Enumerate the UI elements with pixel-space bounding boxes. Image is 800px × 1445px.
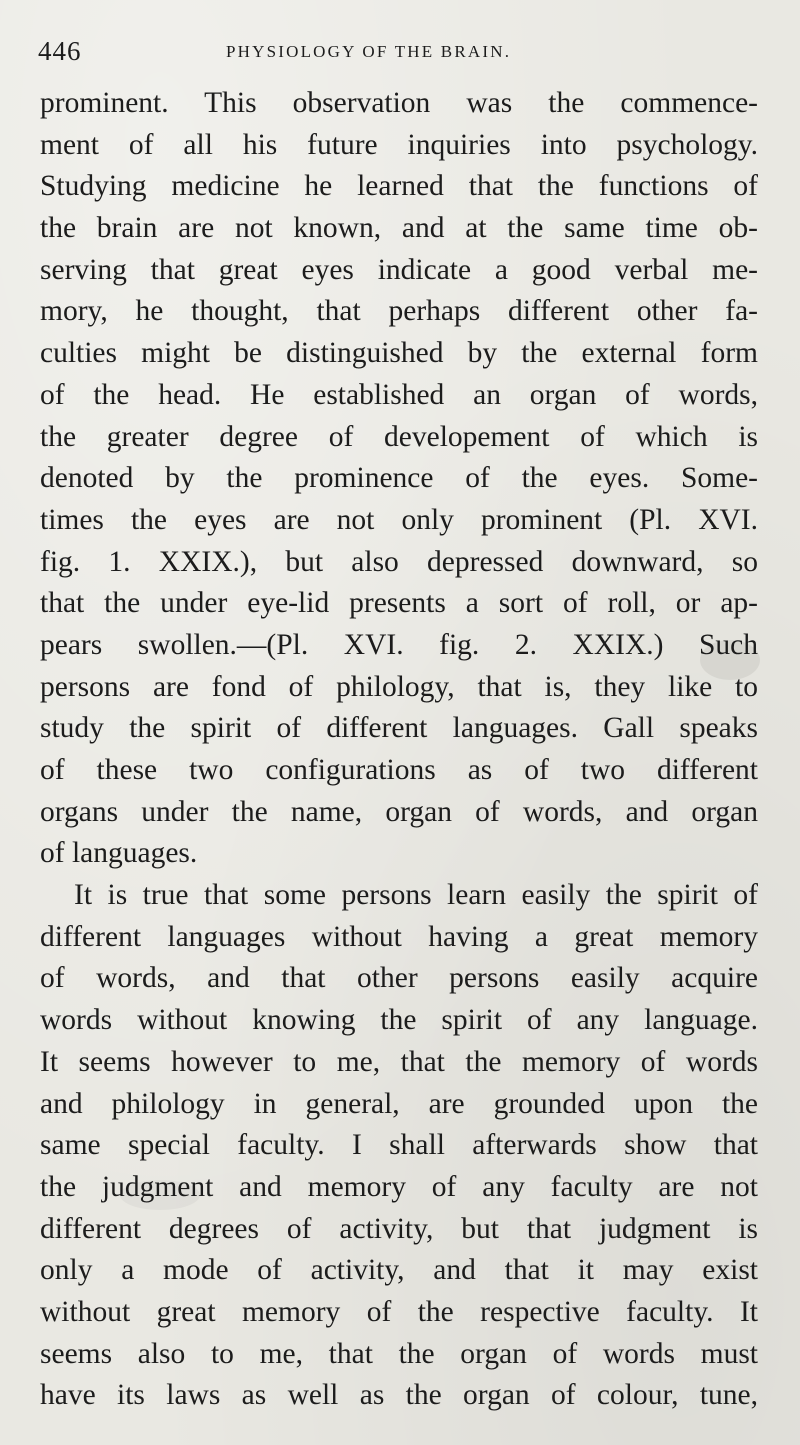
text-line: fig. 1. XXIX.), but also depressed downward, so xyxy=(40,545,758,578)
text-line: and philology in general, are grounded upon the xyxy=(40,1087,758,1120)
text-line: organs under the name, organ of words, and organ xyxy=(40,795,758,828)
text-line: only a mode of activity, and that it may exist xyxy=(40,1254,758,1287)
text-line: seems also to me, that the organ of words must xyxy=(40,1337,758,1370)
text-line: different languages without having a great memory xyxy=(40,920,758,953)
text-line: that the under eye-lid presents a sort of roll, or ap- xyxy=(40,587,758,620)
paragraph xyxy=(40,83,758,875)
running-head xyxy=(38,36,758,66)
paragraph xyxy=(40,875,758,1417)
body-text xyxy=(40,83,758,1417)
text-line: words without knowing the spirit of any language. xyxy=(40,1004,758,1037)
text-line: ment of all his future inquiries into psychology. xyxy=(40,128,758,161)
text-line: times the eyes are not only prominent (Pl. XVI. xyxy=(40,503,758,536)
text-line: mory, he thought, that perhaps different other fa- xyxy=(40,295,758,328)
text-line: the brain are not known, and at the same time ob- xyxy=(40,212,758,245)
text-line: study the spirit of different languages. Gall speaks xyxy=(40,712,758,745)
text-line: of words, and that other persons easily acquire xyxy=(40,962,758,995)
text-line: same special faculty. I shall afterwards show that xyxy=(40,1129,758,1162)
running-title: PHYSIOLOGY OF THE BRAIN. xyxy=(226,42,512,61)
text-line: persons are fond of philology, that is, they like to xyxy=(40,670,758,703)
text-line: pears swollen.—(Pl. XVI. fig. 2. XXIX.) Such xyxy=(40,628,758,661)
text-line: have its laws as well as the organ of colour, tune, xyxy=(40,1379,758,1412)
text-line: serving that great eyes indicate a good verbal me- xyxy=(40,253,758,286)
text-line: It seems however to me, that the memory of words xyxy=(40,1045,758,1078)
text-line: of the head. He established an organ of words, xyxy=(40,378,758,411)
text-line: Studying medicine he learned that the functions of xyxy=(40,170,758,203)
text-line: of these two configurations as of two different xyxy=(40,754,758,786)
text-line: culties might be distinguished by the external form xyxy=(40,337,758,370)
page-number: 446 xyxy=(38,36,82,66)
text-line: prominent. This observation was the commence- xyxy=(40,87,758,119)
text-line: the judgment and memory of any faculty are not xyxy=(40,1170,758,1203)
text-line: without great memory of the respective faculty. It xyxy=(40,1295,758,1328)
text-line: of languages. xyxy=(40,837,198,870)
text-line: It is true that some persons learn easily the spirit of xyxy=(74,879,758,912)
text-line: denoted by the prominence of the eyes. Some- xyxy=(40,462,758,495)
text-line: the greater degree of developement of which is xyxy=(40,420,758,453)
text-line: different degrees of activity, but that judgment is xyxy=(40,1212,758,1245)
